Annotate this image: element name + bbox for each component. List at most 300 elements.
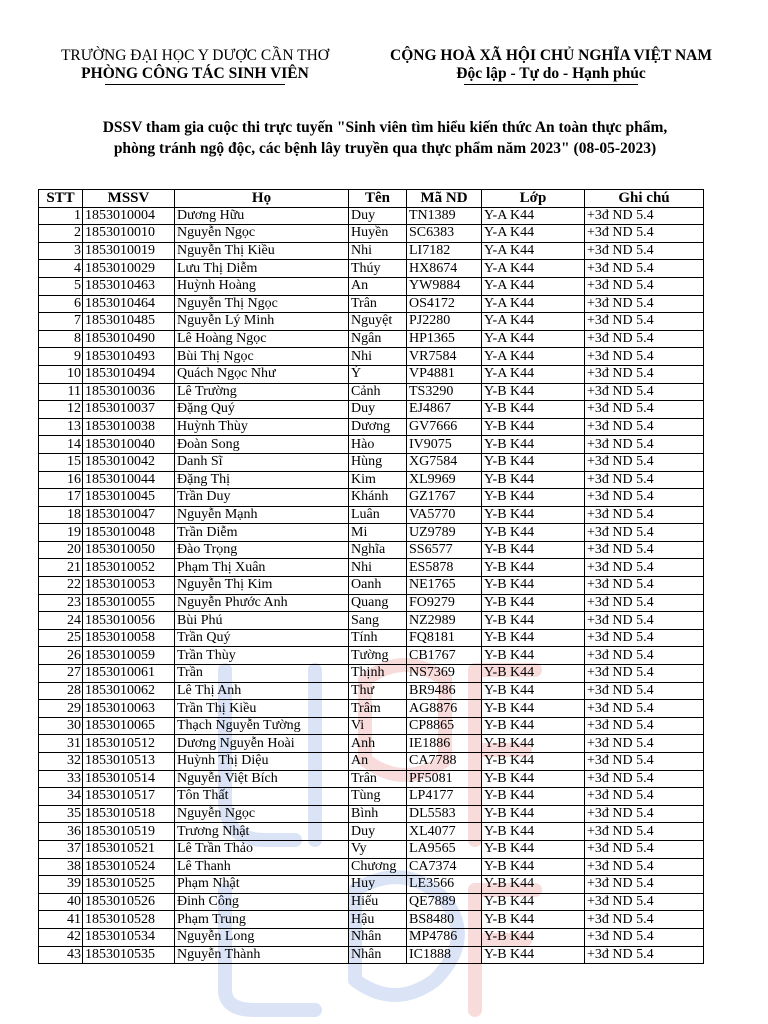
cell-ma-nd: UZ9789 [407, 524, 482, 542]
cell-ghi-chu: +3đ ND 5.4 [585, 436, 704, 454]
table-row [39, 506, 704, 524]
cell-lop: Y-B K44 [482, 541, 585, 559]
cell-stt: 4 [39, 260, 83, 278]
cell-ma-nd: SS6577 [407, 541, 482, 559]
cell-ma-nd: XL9969 [407, 471, 482, 489]
cell-lop: Y-A K44 [482, 207, 585, 225]
cell-ghi-chu: +3đ ND 5.4 [585, 330, 704, 348]
cell-ghi-chu: +3đ ND 5.4 [585, 770, 704, 788]
cell-stt: 16 [39, 471, 83, 489]
cell-stt: 26 [39, 647, 83, 665]
cell-stt: 27 [39, 665, 83, 683]
cell-ho: Lê Trường [175, 383, 349, 401]
table-row [39, 788, 704, 806]
cell-lop: Y-A K44 [482, 313, 585, 331]
table-row [39, 242, 704, 260]
cell-ghi-chu: +3đ ND 5.4 [585, 524, 704, 542]
cell-ma-nd: IC1888 [407, 946, 482, 964]
cell-lop: Y-B K44 [482, 682, 585, 700]
cell-ghi-chu: +3đ ND 5.4 [585, 242, 704, 260]
cell-ma-nd: AG8876 [407, 700, 482, 718]
cell-ma-nd: QE7889 [407, 893, 482, 911]
cell-ghi-chu: +3đ ND 5.4 [585, 559, 704, 577]
col-header-ho: Họ [175, 190, 349, 208]
national-motto: Độc lập - Tự do - Hạnh phúc [456, 65, 646, 82]
cell-mssv: 1853010036 [83, 383, 175, 401]
cell-lop: Y-B K44 [482, 805, 585, 823]
cell-ghi-chu: +3đ ND 5.4 [585, 471, 704, 489]
cell-ma-nd: CB1767 [407, 647, 482, 665]
cell-lop: Y-B K44 [482, 577, 585, 595]
cell-ho: Đoàn Song [175, 436, 349, 454]
cell-ten: Trâm [349, 700, 407, 718]
cell-lop: Y-A K44 [482, 225, 585, 243]
cell-mssv: 1853010535 [83, 946, 175, 964]
cell-mssv: 1853010518 [83, 805, 175, 823]
title-line-2: phòng tránh ngộ độc, các bệnh lây truyền qua thực phẩm năm 2023" (08-05-2023) [113, 140, 657, 157]
cell-ma-nd: XG7584 [407, 453, 482, 471]
cell-ten: Quang [349, 594, 407, 612]
table-row [39, 559, 704, 577]
cell-lop: Y-B K44 [482, 858, 585, 876]
table-row [39, 665, 704, 683]
table-row [39, 805, 704, 823]
cell-ho: Trần Quý [175, 629, 349, 647]
cell-lop: Y-A K44 [482, 348, 585, 366]
cell-ghi-chu: +3đ ND 5.4 [585, 295, 704, 313]
cell-ho: Lê Trần Thảo [175, 840, 349, 858]
cell-ten: Tính [349, 629, 407, 647]
cell-ma-nd: LA9565 [407, 840, 482, 858]
cell-ghi-chu: +3đ ND 5.4 [585, 911, 704, 929]
cell-stt: 17 [39, 489, 83, 507]
cell-lop: Y-B K44 [482, 946, 585, 964]
table-row [39, 436, 704, 454]
cell-ten: An [349, 277, 407, 295]
table-row [39, 893, 704, 911]
table-row [39, 629, 704, 647]
table-row [39, 753, 704, 771]
cell-mssv: 1853010044 [83, 471, 175, 489]
cell-ten: Thúy [349, 260, 407, 278]
cell-mssv: 1853010050 [83, 541, 175, 559]
cell-ma-nd: BR9486 [407, 682, 482, 700]
cell-ghi-chu: +3đ ND 5.4 [585, 207, 704, 225]
cell-ho: Dương Nguyễn Hoài [175, 735, 349, 753]
cell-ghi-chu: +3đ ND 5.4 [585, 489, 704, 507]
cell-lop: Y-B K44 [482, 453, 585, 471]
cell-lop: Y-B K44 [482, 928, 585, 946]
table-row [39, 524, 704, 542]
table-row [39, 225, 704, 243]
table-row [39, 823, 704, 841]
cell-ten: Thư [349, 682, 407, 700]
cell-ma-nd: CA7788 [407, 753, 482, 771]
cell-ma-nd: NS7369 [407, 665, 482, 683]
cell-ten: Nguyệt [349, 313, 407, 331]
cell-stt: 41 [39, 911, 83, 929]
cell-ho: Phạm Trung [175, 911, 349, 929]
cell-mssv: 1853010494 [83, 365, 175, 383]
cell-lop: Y-B K44 [482, 876, 585, 894]
cell-lop: Y-B K44 [482, 753, 585, 771]
cell-stt: 32 [39, 753, 83, 771]
cell-ma-nd: NZ2989 [407, 612, 482, 630]
cell-stt: 36 [39, 823, 83, 841]
cell-lop: Y-B K44 [482, 594, 585, 612]
cell-ho: Huỳnh Hoàng [175, 277, 349, 295]
cell-ho: Đặng Thị [175, 471, 349, 489]
cell-mssv: 1853010010 [83, 225, 175, 243]
cell-ten: Kim [349, 471, 407, 489]
cell-ma-nd: VA5770 [407, 506, 482, 524]
cell-ho: Phạm Nhật [175, 876, 349, 894]
cell-ten: Huyền [349, 225, 407, 243]
cell-ma-nd: TN1389 [407, 207, 482, 225]
cell-ho: Đào Trọng [175, 541, 349, 559]
cell-ghi-chu: +3đ ND 5.4 [585, 858, 704, 876]
table-row [39, 946, 704, 964]
cell-lop: Y-B K44 [482, 383, 585, 401]
cell-ghi-chu: +3đ ND 5.4 [585, 876, 704, 894]
cell-stt: 25 [39, 629, 83, 647]
cell-ghi-chu: +3đ ND 5.4 [585, 313, 704, 331]
cell-ten: Ý [349, 365, 407, 383]
cell-lop: Y-B K44 [482, 418, 585, 436]
cell-ma-nd: GZ1767 [407, 489, 482, 507]
cell-ghi-chu: +3đ ND 5.4 [585, 665, 704, 683]
cell-stt: 23 [39, 594, 83, 612]
cell-ma-nd: ES5878 [407, 559, 482, 577]
table-row [39, 647, 704, 665]
cell-mssv: 1853010513 [83, 753, 175, 771]
cell-ho: Bùi Thị Ngọc [175, 348, 349, 366]
cell-ma-nd: PF5081 [407, 770, 482, 788]
table-row [39, 471, 704, 489]
table-row [39, 295, 704, 313]
cell-ma-nd: PJ2280 [407, 313, 482, 331]
cell-ho: Lê Thị Anh [175, 682, 349, 700]
cell-ten: Mi [349, 524, 407, 542]
table-row [39, 911, 704, 929]
cell-ho: Nguyễn Ngọc [175, 225, 349, 243]
table-row [39, 928, 704, 946]
cell-ho: Nguyễn Ngọc [175, 805, 349, 823]
country-name: CỘNG HOÀ XÃ HỘI CHỦ NGHĨA VIỆT NAM [390, 47, 712, 64]
cell-stt: 42 [39, 928, 83, 946]
cell-stt: 33 [39, 770, 83, 788]
cell-mssv: 1853010058 [83, 629, 175, 647]
cell-ten: Huy [349, 876, 407, 894]
national-header [360, 47, 742, 83]
cell-stt: 38 [39, 858, 83, 876]
cell-mssv: 1853010512 [83, 735, 175, 753]
cell-mssv: 1853010062 [83, 682, 175, 700]
table-row [39, 348, 704, 366]
cell-ho: Nguyễn Việt Bích [175, 770, 349, 788]
cell-ho: Nguyễn Long [175, 928, 349, 946]
cell-ho: Nguyễn Thị Kiều [175, 242, 349, 260]
cell-ho: Nguyễn Thị Ngọc [175, 295, 349, 313]
cell-stt: 19 [39, 524, 83, 542]
cell-ghi-chu: +3đ ND 5.4 [585, 277, 704, 295]
cell-ho: Phạm Thị Xuân [175, 559, 349, 577]
table-row [39, 717, 704, 735]
cell-ghi-chu: +3đ ND 5.4 [585, 506, 704, 524]
table-row [39, 700, 704, 718]
cell-ma-nd: IV9075 [407, 436, 482, 454]
table-row [39, 277, 704, 295]
cell-ten: Hiếu [349, 893, 407, 911]
cell-stt: 29 [39, 700, 83, 718]
cell-ma-nd: BS8480 [407, 911, 482, 929]
cell-stt: 40 [39, 893, 83, 911]
cell-ho: Nguyễn Thị Kim [175, 577, 349, 595]
cell-ho: Lưu Thị Diễm [175, 260, 349, 278]
table-row [39, 541, 704, 559]
cell-mssv: 1853010514 [83, 770, 175, 788]
cell-ghi-chu: +3đ ND 5.4 [585, 629, 704, 647]
cell-ghi-chu: +3đ ND 5.4 [585, 541, 704, 559]
cell-mssv: 1853010037 [83, 401, 175, 419]
cell-mssv: 1853010493 [83, 348, 175, 366]
cell-mssv: 1853010524 [83, 858, 175, 876]
cell-stt: 15 [39, 453, 83, 471]
institution-header [50, 47, 340, 83]
cell-ho: Đinh Công [175, 893, 349, 911]
cell-ten: Anh [349, 735, 407, 753]
table-row [39, 594, 704, 612]
cell-lop: Y-A K44 [482, 365, 585, 383]
cell-ten: Tùng [349, 788, 407, 806]
cell-ma-nd: TS3290 [407, 383, 482, 401]
cell-stt: 6 [39, 295, 83, 313]
cell-ten: Trân [349, 295, 407, 313]
cell-mssv: 1853010061 [83, 665, 175, 683]
cell-lop: Y-B K44 [482, 911, 585, 929]
cell-stt: 24 [39, 612, 83, 630]
cell-ho: Bùi Phú [175, 612, 349, 630]
cell-ghi-chu: +3đ ND 5.4 [585, 788, 704, 806]
cell-ho: Quách Ngọc Như [175, 365, 349, 383]
cell-stt: 2 [39, 225, 83, 243]
cell-stt: 31 [39, 735, 83, 753]
cell-mssv: 1853010464 [83, 295, 175, 313]
table-row [39, 418, 704, 436]
table-row [39, 313, 704, 331]
cell-ten: Duy [349, 207, 407, 225]
cell-stt: 28 [39, 682, 83, 700]
cell-ghi-chu: +3đ ND 5.4 [585, 928, 704, 946]
cell-ghi-chu: +3đ ND 5.4 [585, 453, 704, 471]
cell-mssv: 1853010517 [83, 788, 175, 806]
cell-mssv: 1853010521 [83, 840, 175, 858]
cell-ghi-chu: +3đ ND 5.4 [585, 823, 704, 841]
cell-mssv: 1853010004 [83, 207, 175, 225]
table-row [39, 876, 704, 894]
cell-ten: Nhi [349, 559, 407, 577]
cell-ghi-chu: +3đ ND 5.4 [585, 893, 704, 911]
cell-stt: 18 [39, 506, 83, 524]
cell-ten: Nhân [349, 946, 407, 964]
cell-ten: Hùng [349, 453, 407, 471]
cell-lop: Y-B K44 [482, 788, 585, 806]
cell-stt: 22 [39, 577, 83, 595]
cell-ten: Nhi [349, 348, 407, 366]
cell-stt: 14 [39, 436, 83, 454]
cell-lop: Y-B K44 [482, 629, 585, 647]
cell-ho: Trương Nhật [175, 823, 349, 841]
cell-stt: 34 [39, 788, 83, 806]
cell-ho: Lê Hoàng Ngọc [175, 330, 349, 348]
cell-ma-nd: HP1365 [407, 330, 482, 348]
document-title [40, 117, 730, 159]
cell-ten: Dương [349, 418, 407, 436]
cell-stt: 21 [39, 559, 83, 577]
title-line-1: DSSV tham gia cuộc thi trực tuyến "Sinh viên tìm hiểu kiến thức An toàn thực phẩm, [102, 119, 668, 136]
cell-mssv: 1853010534 [83, 928, 175, 946]
cell-ghi-chu: +3đ ND 5.4 [585, 577, 704, 595]
table-row [39, 577, 704, 595]
cell-ma-nd: XL4077 [407, 823, 482, 841]
cell-stt: 1 [39, 207, 83, 225]
table-row [39, 207, 704, 225]
cell-stt: 11 [39, 383, 83, 401]
cell-ten: Tường [349, 647, 407, 665]
table-body [39, 207, 704, 964]
table-header-row [39, 190, 704, 208]
cell-lop: Y-B K44 [482, 506, 585, 524]
cell-ghi-chu: +3đ ND 5.4 [585, 612, 704, 630]
cell-ho: Huỳnh Thùy [175, 418, 349, 436]
cell-ho: Danh Sĩ [175, 453, 349, 471]
cell-mssv: 1853010526 [83, 893, 175, 911]
cell-lop: Y-B K44 [482, 489, 585, 507]
cell-ghi-chu: +3đ ND 5.4 [585, 348, 704, 366]
cell-mssv: 1853010063 [83, 700, 175, 718]
cell-ma-nd: CP8865 [407, 717, 482, 735]
cell-ho: Trần Thị Kiều [175, 700, 349, 718]
cell-ghi-chu: +3đ ND 5.4 [585, 946, 704, 964]
table-row [39, 453, 704, 471]
table-row [39, 401, 704, 419]
cell-ghi-chu: +3đ ND 5.4 [585, 840, 704, 858]
cell-ten: Nghĩa [349, 541, 407, 559]
cell-ten: Nhân [349, 928, 407, 946]
cell-stt: 20 [39, 541, 83, 559]
cell-ho: Đặng Quý [175, 401, 349, 419]
cell-mssv: 1853010485 [83, 313, 175, 331]
table-row [39, 858, 704, 876]
cell-lop: Y-B K44 [482, 612, 585, 630]
cell-ghi-chu: +3đ ND 5.4 [585, 383, 704, 401]
cell-stt: 3 [39, 242, 83, 260]
cell-lop: Y-A K44 [482, 242, 585, 260]
cell-stt: 39 [39, 876, 83, 894]
cell-ma-nd: CA7374 [407, 858, 482, 876]
cell-stt: 13 [39, 418, 83, 436]
cell-ghi-chu: +3đ ND 5.4 [585, 717, 704, 735]
cell-ma-nd: SC6383 [407, 225, 482, 243]
cell-stt: 8 [39, 330, 83, 348]
cell-ghi-chu: +3đ ND 5.4 [585, 594, 704, 612]
cell-mssv: 1853010029 [83, 260, 175, 278]
table-row [39, 735, 704, 753]
cell-ho: Thạch Nguyễn Tường [175, 717, 349, 735]
cell-mssv: 1853010525 [83, 876, 175, 894]
cell-ghi-chu: +3đ ND 5.4 [585, 225, 704, 243]
cell-ma-nd: NE1765 [407, 577, 482, 595]
cell-mssv: 1853010019 [83, 242, 175, 260]
cell-mssv: 1853010053 [83, 577, 175, 595]
table-row [39, 383, 704, 401]
cell-mssv: 1853010519 [83, 823, 175, 841]
cell-mssv: 1853010045 [83, 489, 175, 507]
cell-ma-nd: IE1886 [407, 735, 482, 753]
cell-ho: Dương Hữu [175, 207, 349, 225]
cell-lop: Y-B K44 [482, 735, 585, 753]
cell-lop: Y-B K44 [482, 893, 585, 911]
cell-mssv: 1853010059 [83, 647, 175, 665]
cell-ghi-chu: +3đ ND 5.4 [585, 647, 704, 665]
cell-stt: 30 [39, 717, 83, 735]
col-header-lop: Lớp [482, 190, 585, 208]
cell-stt: 43 [39, 946, 83, 964]
cell-ma-nd: OS4172 [407, 295, 482, 313]
cell-mssv: 1853010048 [83, 524, 175, 542]
cell-mssv: 1853010463 [83, 277, 175, 295]
cell-stt: 12 [39, 401, 83, 419]
cell-lop: Y-B K44 [482, 436, 585, 454]
cell-stt: 9 [39, 348, 83, 366]
cell-ten: An [349, 753, 407, 771]
col-header-mssv: MSSV [83, 190, 175, 208]
cell-ho: Trần [175, 665, 349, 683]
cell-lop: Y-B K44 [482, 770, 585, 788]
cell-ghi-chu: +3đ ND 5.4 [585, 735, 704, 753]
cell-ghi-chu: +3đ ND 5.4 [585, 260, 704, 278]
cell-ten: Nhi [349, 242, 407, 260]
cell-mssv: 1853010056 [83, 612, 175, 630]
cell-ma-nd: MP4786 [407, 928, 482, 946]
cell-ghi-chu: +3đ ND 5.4 [585, 700, 704, 718]
cell-lop: Y-A K44 [482, 260, 585, 278]
cell-ho: Lê Thanh [175, 858, 349, 876]
cell-ten: Bình [349, 805, 407, 823]
cell-lop: Y-B K44 [482, 401, 585, 419]
cell-mssv: 1853010052 [83, 559, 175, 577]
col-header-stt: STT [39, 190, 83, 208]
cell-ma-nd: GV7666 [407, 418, 482, 436]
table-row [39, 260, 704, 278]
cell-lop: Y-A K44 [482, 295, 585, 313]
cell-ma-nd: HX8674 [407, 260, 482, 278]
cell-ten: Luân [349, 506, 407, 524]
cell-ten: Sang [349, 612, 407, 630]
cell-ho: Nguyễn Phước Anh [175, 594, 349, 612]
cell-mssv: 1853010038 [83, 418, 175, 436]
cell-ghi-chu: +3đ ND 5.4 [585, 805, 704, 823]
cell-mssv: 1853010042 [83, 453, 175, 471]
cell-ma-nd: LP4177 [407, 788, 482, 806]
table-row [39, 365, 704, 383]
cell-ho: Huỳnh Thị Diệu [175, 753, 349, 771]
cell-stt: 5 [39, 277, 83, 295]
cell-ma-nd: EJ4867 [407, 401, 482, 419]
cell-lop: Y-B K44 [482, 647, 585, 665]
cell-ten: Oanh [349, 577, 407, 595]
table-row [39, 840, 704, 858]
